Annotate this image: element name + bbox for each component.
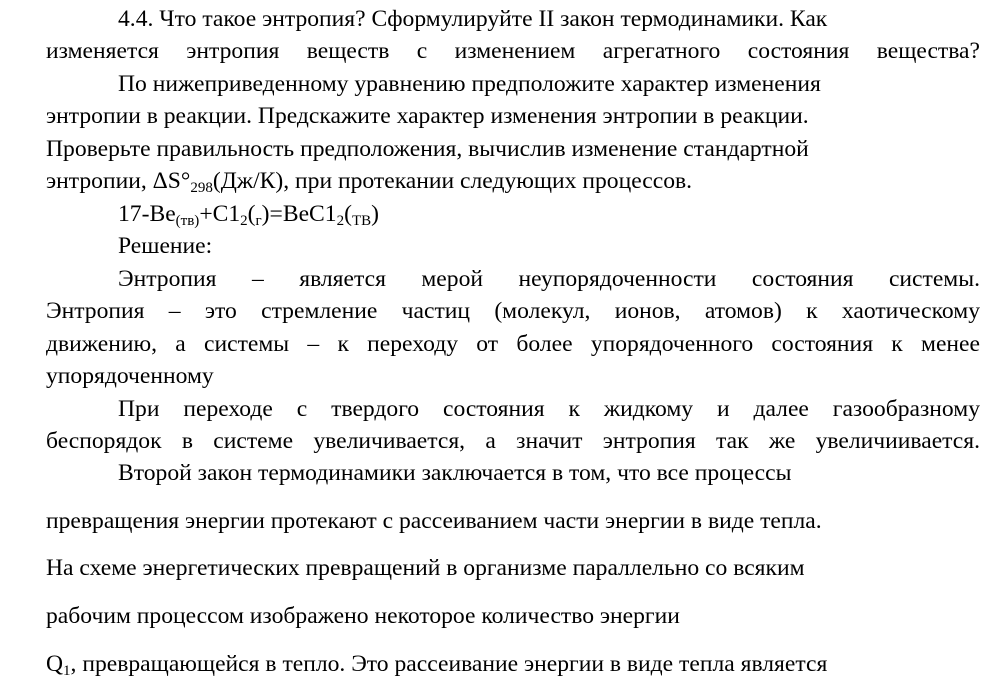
paragraph-1-line-4: упорядоченному	[46, 363, 214, 389]
paragraph-1-line-2: Энтропия – это стремление частиц (молекул, ионов, атомов) к хаотическому	[46, 298, 980, 324]
question-line-6: энтропии, $\Delta S^\circ_{298}(Дж/К)$, при протекании следующих процессов.	[46, 168, 693, 196]
paragraph-3-line-3: На схеме энергетических превращений в организме параллельно со всяким	[46, 555, 805, 581]
paragraph-2-line-2: беспорядок в системе увеличивается, а значит энтропия так же увеличиивается.	[46, 428, 980, 454]
paragraph-3-line-5: $Q_1$, превращающейся в тепло. Это рассеивание энергии в виде тепла является	[46, 651, 828, 679]
question-line-1: 4.4. Что такое энтропия? Сформулируйте II закон термодинамики. Как	[118, 6, 828, 32]
paragraph-2-line-1: При переходе с твердого состояния к жидкому и далее газообразному	[118, 396, 980, 422]
paragraph-3-line-1: Второй закон термодинамики заключается в том, что все процессы	[118, 460, 792, 486]
question-line-5: Проверьте правильность предположения, вычислив изменение стандартной	[46, 136, 809, 162]
solution-label: Решение:	[118, 233, 213, 259]
question-line-4: энтропии в реакции. Предскажите характер изменения энтропии в реакции.	[46, 103, 809, 129]
question-line-2: изменяется энтропия веществ с изменением агрегатного состояния вещества?	[46, 38, 980, 64]
reaction-equation: $17-Be_{(тв)}+C1_2(_г)=BeC1_2(_{ТВ})$	[118, 201, 379, 229]
paragraph-1-line-1: Энтропия – является мерой неупорядоченности состояния системы.	[118, 266, 980, 292]
paragraph-3-line-4: рабочим процессом изображено некоторое количество энергии	[46, 603, 680, 629]
paragraph-3-line-2: превращения энергии протекают с рассеиванием части энергии в виде тепла.	[46, 508, 822, 534]
paragraph-1-line-3: движению, а системы – к переходу от более упорядоченного состояния к менее	[46, 331, 980, 357]
question-line-3: По нижеприведенному уравнению предположите характер изменения	[118, 71, 821, 97]
